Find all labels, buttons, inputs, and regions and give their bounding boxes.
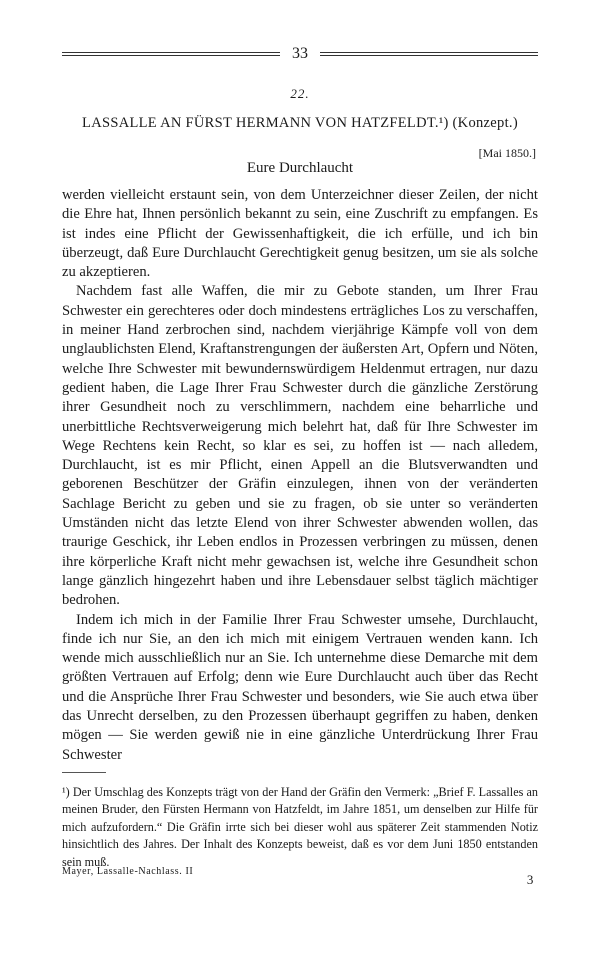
paragraph: Indem ich mich in der Familie Ihrer Frau Schwester umsehe, Durchlaucht, finde ich nur Sie, an den ich mich mit einigem Vertrauen wenden kann. Ich wende mich ausschließlich nur an Sie. Ich unternehme diese Demarche mit dem größten Vertrauen auf Erfolg; denn wie Eure Durchlaucht auch über das Recht und die Ansprüche Ihrer Frau Schwester und besonders, wie Sie auch etwa über das Unrecht derselben, zu den Prozessen überhaupt gegriffen zu haben, denken mögen — Sie werden gewiß nie in eine gänzliche Unterdrückung Ihrer Frau Schwester [62,611,538,763]
page-footer [62,866,538,888]
sheet-number: 3 [526,872,534,887]
running-head-rule-left [62,52,280,56]
paragraph: werden vielleicht erstaunt sein, von dem Unterzeichner dieser Zeilen, der nicht die Ehre hat, Ihnen persönlich bekannt zu sein, eine Zuschrift zu empfangen. Es ist indes eine Pflicht der Gewissenhaftigkeit, die ich erfülle, und ich bin überzeugt, daß Eure Durchlaucht Gerechtigkeit genug besitzen, um sie als solche zu akzeptieren. [62,187,538,281]
printer-signature: Mayer, Lassalle-Nachlass. II [62,866,194,877]
footnote-rule [62,772,106,773]
letter-date: [Mai 1850.] [478,146,536,160]
letter-title: LASSALLE AN FÜRST HERMANN VON HATZFELDT.¹) (Konzept.) [82,115,518,131]
running-head-rule-right [320,52,538,56]
letter-body [62,186,538,765]
running-head [62,44,538,64]
letter-number: 22. [290,86,310,101]
paragraph: Nachdem fast alle Waffen, die mir zu Gebote standen, um Ihrer Frau Schwester ein gerechteres oder doch mindestens erträgliches Los zu verschaffen, in meiner Hand zerbrochen sind, nachdem vierjährige Kämpfe voll von dem unglaublichsten Elend, Kraftanstrengungen der äußersten Art, Opfern und Nöten, welche Ihre Schwester mit bewundernswürdigem Heldenmut ertragen, nur dazu gedient haben, die Lage Ihrer Frau Schwester durch die gänzliche Zerstörung ihrer Gesundheit noch zu verschlimmern, nachdem eine beharrliche und unerbittliche Rechtsverweigerung mich belehrt hat, daß für Ihre Schwester im Wege Rechtens kein Recht, so klar es sei, zu hoffen ist — nach alledem, Durchlaucht, ist es mir Pflicht, einen Appell an die Blutsverwandten und geborenen Beschützer der Gräfin einzulegen, ihnen von der veränderten Sachlage Bericht zu geben und sie zu fragen, ob sie unter so veränderten Umständen nicht das letzte Elend von ihrer Schwester abwenden wollen, das traurige Geschick, ihr Leben endlos in Prozessen verbringen zu müssen, denen ihre körperliche Kraft nicht mehr gewachsen ist, welche ihre Gesundheit schon lange gänzlich hingezehrt haben und ihre Lebensdauer selbst täglich mächtiger bedrohen. [62,283,538,609]
page-number: 33 [292,45,308,62]
salutation: Eure Durchlaucht [246,160,354,176]
footnote: ¹) Der Umschlag des Konzepts trägt von der Hand der Gräfin den Vermerk: „Brief F. Lassalles an meinen Bruder, den Fürsten Hermann von Hatzfeldt, im Jahre 1851, um denselben zur Hilfe für mich aufzufordern.“ Die Gräfin irrte sich bei dieser wohl aus späterer Zeit stammenden Notiz hinsichtlich des Jahres. Der Inhalt des Konzepts beweist, daß es vor dem Juni 1850 entstanden sein muß. [62,785,538,869]
